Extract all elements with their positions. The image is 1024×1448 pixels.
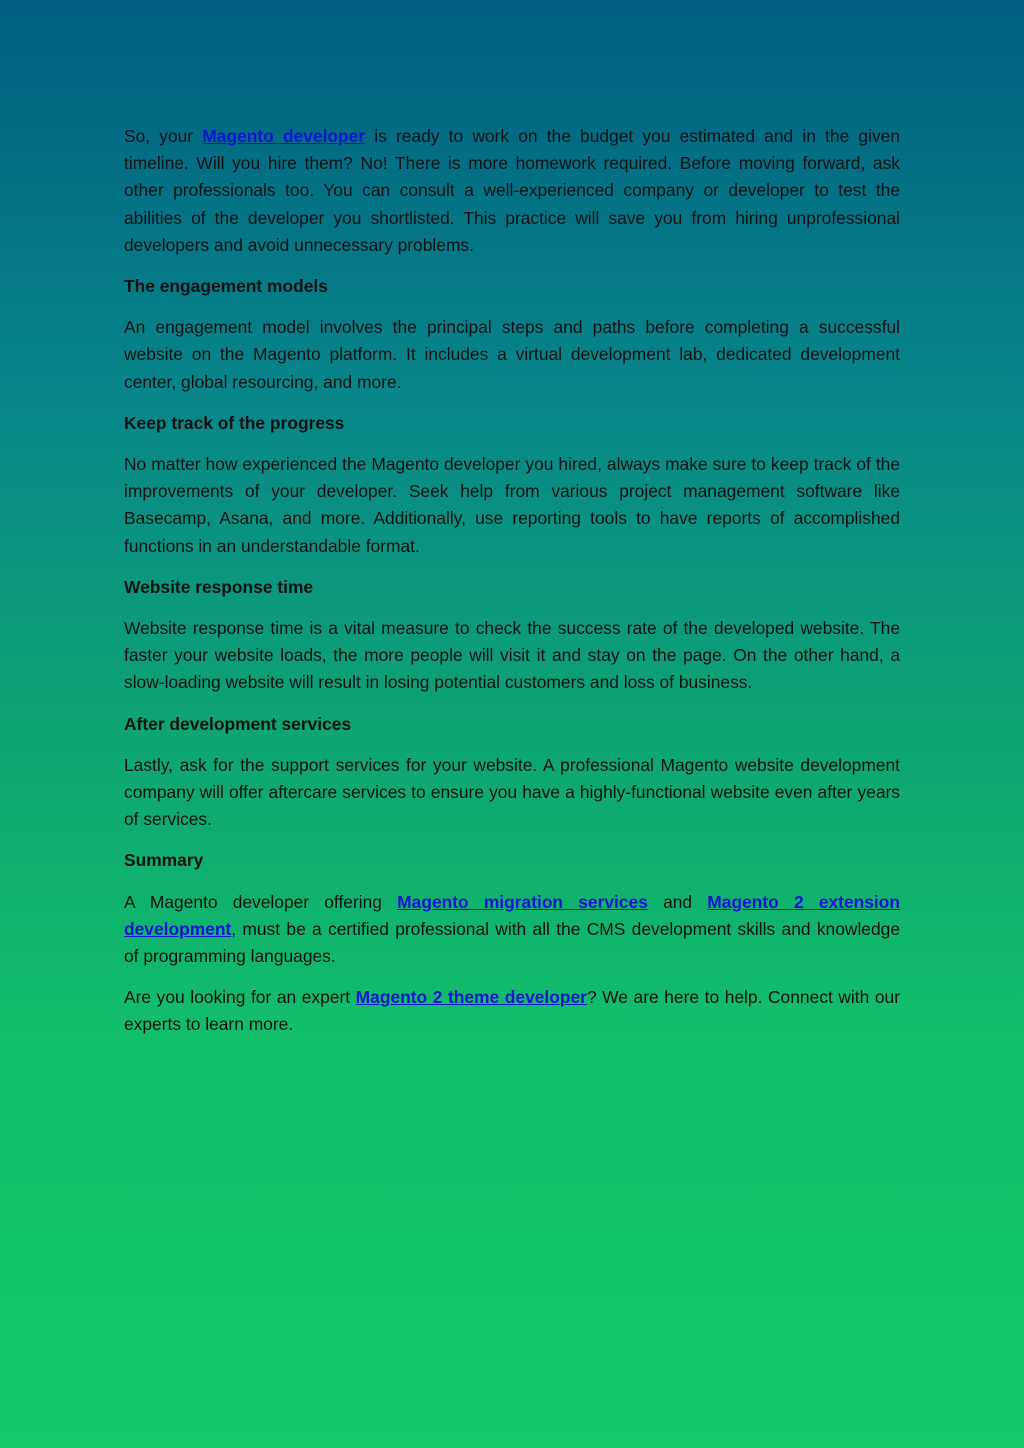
magento-theme-developer-link[interactable]: Magento 2 theme developer [355,987,587,1008]
summary-paragraph [124,889,900,971]
track-progress-paragraph: No matter how experienced the Magento developer you hired, always make sure to keep track of the improvements of your developer. Seek help from various project management software like Basecamp, Asana, and more. Additionally, use reporting tools to have reports of accomplished functions in an understandable format. [124,454,900,556]
magento-migration-link[interactable]: Magento migration services [397,891,648,912]
intro-text-start: So, your [124,126,203,146]
heading-track-progress: Keep track of the progress [124,412,345,433]
heading-summary: Summary [124,850,204,871]
heading-after-development: After development services [124,713,352,734]
magento-developer-link[interactable]: Magento developer [202,126,366,146]
closing-text-start: Are you looking for an expert [124,987,356,1008]
heading-engagement-models: The engagement models [124,276,328,297]
document-body [124,123,900,1053]
after-development-paragraph: Lastly, ask for the support services for your website. A professional Magento website development company will offer aftercare services to ensure you have a highly-functional website even after years of services. [124,754,900,830]
magento-extension-link[interactable]: Magento 2 extension development [124,891,901,939]
summary-text-and: and [647,891,708,912]
summary-text-end: , must be a certified professional with all the CMS development skills and knowledge of programming languages. [124,918,900,967]
response-time-paragraph: Website response time is a vital measure to check the success rate of the developed website. The faster your website loads, the more people will visit it and stay on the page. On the other hand, a slow-loading website will result in losing potential customers and loss of business. [124,618,900,693]
closing-paragraph [124,984,900,1038]
closing-text-end: ? We are here to help. Connect with our experts to learn more. [124,987,900,1035]
intro-text-end: is ready to work on the budget you estimated and in the given timeline. Will you hire them? No! There is more homework required. Before moving forward, ask other professionals too. You can consult a well-experienced company or developer to test the abilities of the developer you shortlisted. This practice will save you from hiring unprofessional developers and avoid unnecessary problems. [124,126,900,255]
engagement-models-paragraph: An engagement model involves the principal steps and paths before completing a successful website on the Magento platform. It includes a virtual development lab, dedicated development center, global resourcing, and more. [124,317,900,392]
heading-response-time: Website response time [124,576,314,597]
intro-paragraph [124,123,900,259]
summary-text-start: A Magento developer offering [124,891,398,912]
